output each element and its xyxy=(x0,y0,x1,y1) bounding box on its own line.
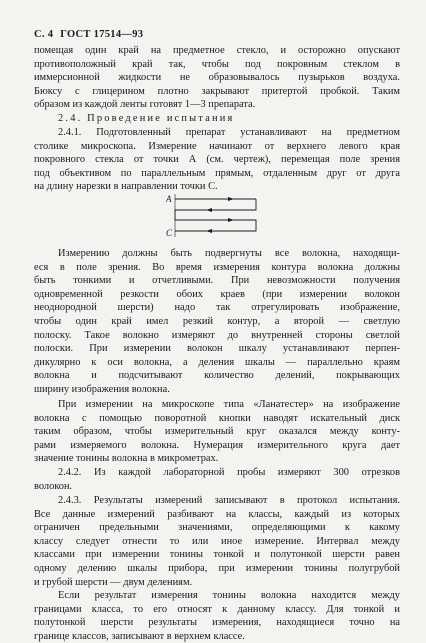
text-line: одному делению шкалы прибора, при измерении тонины полугрубой xyxy=(34,562,400,574)
text-line: Измерению должны быть подвергнуты все волокна, находящи- xyxy=(58,248,400,259)
text-line: дикулярно к оси волокна, а деления шкалы — параллельно краям xyxy=(34,356,400,368)
text-line: классу следует отнести то или иное измерение. Интервал между xyxy=(34,535,400,547)
text-line: границе классов, записывают в верхнем классе. xyxy=(34,630,245,642)
text-line: классами при измерении тонины тонкой и полутонкой шерсти равен xyxy=(34,549,400,561)
paragraph-intro xyxy=(34,44,400,112)
text-line: рами измеряемого волокна. Нумерация измерительного круга дает xyxy=(34,439,400,451)
paragraph-measure xyxy=(34,247,400,397)
paragraph-2-4-3 xyxy=(34,494,400,589)
direction-arrows xyxy=(206,197,234,233)
text-line: иммерсионной жидкости не образовывалось пузырьков воздуха. xyxy=(34,72,400,84)
text-line: При измерении на микроскопе типа «Ланатестер» на изображение xyxy=(58,399,400,410)
text-line: неоднородной шерсти) надо так отрегулировать изображение, xyxy=(34,302,400,314)
text-line: волокна и подсчитывают количество делений, покрывающих xyxy=(34,370,400,382)
text-line: помещая один край на предметное стекло, и осторожно опускают xyxy=(34,45,400,56)
paragraph-lanatester xyxy=(34,398,400,466)
text-line: чтобы один край имел резкий контур, а второй — светлую xyxy=(34,315,400,327)
text-line: значение тонины волокна в микрометрах. xyxy=(34,453,219,465)
text-line: полоски. При измерении волокон шкалу устанавливают перпен- xyxy=(34,343,400,355)
text-line: одновременной резкости обоих краев (при измерении волокон xyxy=(34,288,400,300)
text-line: 2.4.1. Подготовленный препарат устанавливают на предметном xyxy=(58,127,400,138)
point-a-label: А xyxy=(166,194,172,204)
text-line: волокна с помощью поворотной кнопки наводят искательный диск xyxy=(34,412,400,424)
text-line: на длину нарезки в направлении точки С. xyxy=(34,181,218,193)
paragraph-2-4-2 xyxy=(34,466,400,493)
section-heading-2-4 xyxy=(34,112,400,126)
text-line: волокон. xyxy=(34,480,73,492)
text-line: полутонкой шерсти результаты измерения, находящиеся точно на xyxy=(34,617,400,629)
text-line: покровного стекла от точки А (см. чертеж), перемещая поле зрения xyxy=(34,154,400,166)
text-line: Бюксу с глицерином плотно закрывают притертой пробкой. Таким xyxy=(34,85,400,97)
text-line: 2.4.2. Из каждой лабораторной пробы измеряют 300 отрезков xyxy=(58,467,400,478)
paragraph-2-4-1 xyxy=(34,126,400,194)
text-line: быть тонкими и отчетливыми. При невозможности получения xyxy=(34,275,400,287)
text-line: полоску. Такое волокно измеряют до внутренней стороны светлой xyxy=(34,329,400,341)
text-line: противоположный край так, чтобы под покровным стеклом в xyxy=(34,58,400,70)
page-header xyxy=(34,29,143,40)
text-line: под объективом по параллельным прямым, отдаленным друг от друга xyxy=(34,167,400,179)
standard-code: ГОСТ 17514—93 xyxy=(60,29,144,40)
text-line: Если результат измерения тонины волокна находится между xyxy=(58,590,400,601)
text-line: и грубой шерсти — двум делениям. xyxy=(34,576,193,588)
text-line: границами класса, то его относят к данному классу. Для тонкой и xyxy=(34,603,400,615)
scan-lines xyxy=(175,199,256,231)
page-number: С. 4 xyxy=(34,29,54,40)
text-line: таким образом, чтобы измерительный круг оказался между конту- xyxy=(34,426,400,438)
section-heading: 2.4. Проведение испытания xyxy=(58,113,235,124)
text-line: еся в поле зрения. Во время измерения контура волокна должны xyxy=(34,261,400,273)
point-c-label: С xyxy=(166,228,173,238)
text-line: ограничен предельными значениями, определяющими к какому xyxy=(34,522,400,534)
text-line: ширину изображения волокна. xyxy=(34,383,170,395)
text-line: образом из каждой ленты готовят 1—3 препарата. xyxy=(34,99,256,111)
text-line: Все данные измерений разбивают на классы, каждый из которых xyxy=(34,508,400,520)
scan-path-diagram xyxy=(166,187,262,241)
text-line: 2.4.3. Результаты измерений записывают в протокол испытания. xyxy=(58,495,400,506)
text-line: столике микроскопа. Измерение начинают от верхнего левого края xyxy=(34,140,400,152)
